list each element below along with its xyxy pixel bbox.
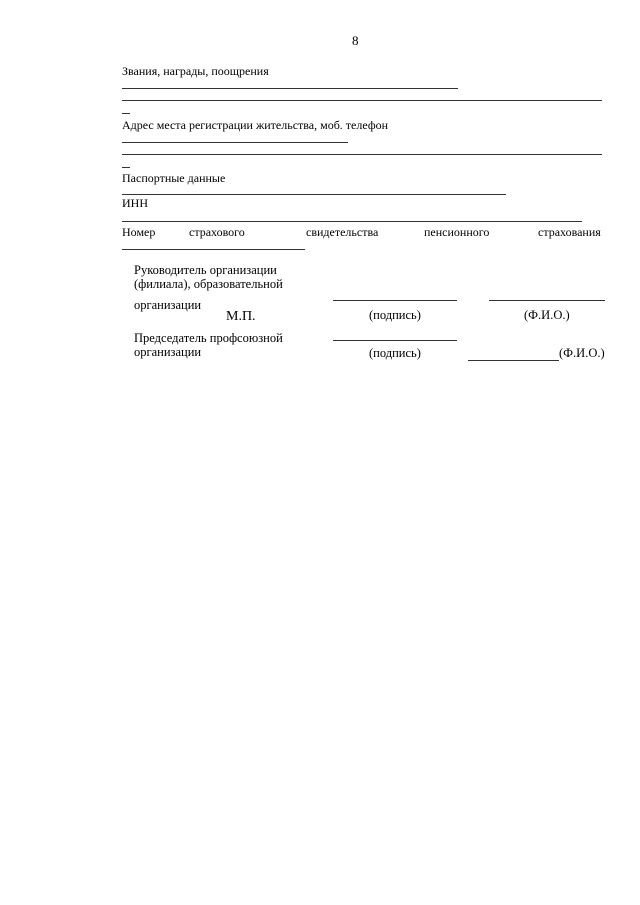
address-blank-line-2[interactable] (122, 154, 602, 155)
union-signature-caption: (подпись) (369, 346, 421, 360)
head-title-line-2: (филиала), образовательной (134, 277, 283, 291)
pension-word-1: Номер (122, 225, 156, 239)
union-title-line-2: организации (134, 345, 202, 359)
union-fio-caption: (Ф.И.О.) (559, 346, 605, 360)
page-number: 8 (352, 33, 359, 48)
pension-word-2: страхового (189, 225, 245, 239)
inn-blank-line[interactable] (122, 221, 582, 222)
stamp-placeholder: М.П. (226, 309, 256, 324)
address-label: Адрес места регистрации жительства, моб. телефон (122, 118, 389, 132)
awards-blank-line-1[interactable] (122, 88, 458, 89)
awards-blank-line-3[interactable] (122, 113, 130, 114)
pension-blank-line[interactable] (122, 249, 305, 250)
passport-label: Паспортные данные (122, 171, 226, 185)
awards-blank-line-2[interactable] (122, 100, 602, 101)
head-title-line-1: Руководитель организации (134, 263, 277, 277)
address-blank-line-3[interactable] (122, 167, 130, 168)
union-signature-line[interactable] (333, 340, 457, 341)
pension-word-5: страхования (538, 225, 601, 239)
head-fio-line[interactable] (489, 300, 605, 301)
head-signature-caption: (подпись) (369, 308, 421, 322)
union-title-line-1: Председатель профсоюзной (134, 331, 283, 345)
address-blank-line-1[interactable] (122, 142, 348, 143)
head-title-line-3: организации (134, 298, 202, 312)
head-signature-line[interactable] (333, 300, 457, 301)
inn-label: ИНН (122, 196, 148, 210)
awards-label: Звания, награды, поощрения (122, 64, 269, 78)
pension-word-4: пенсионного (424, 225, 490, 239)
union-fio-line[interactable] (468, 360, 559, 361)
head-fio-caption: (Ф.И.О.) (524, 308, 570, 322)
pension-word-3: свидетельства (306, 225, 379, 239)
passport-blank-line[interactable] (122, 194, 506, 195)
